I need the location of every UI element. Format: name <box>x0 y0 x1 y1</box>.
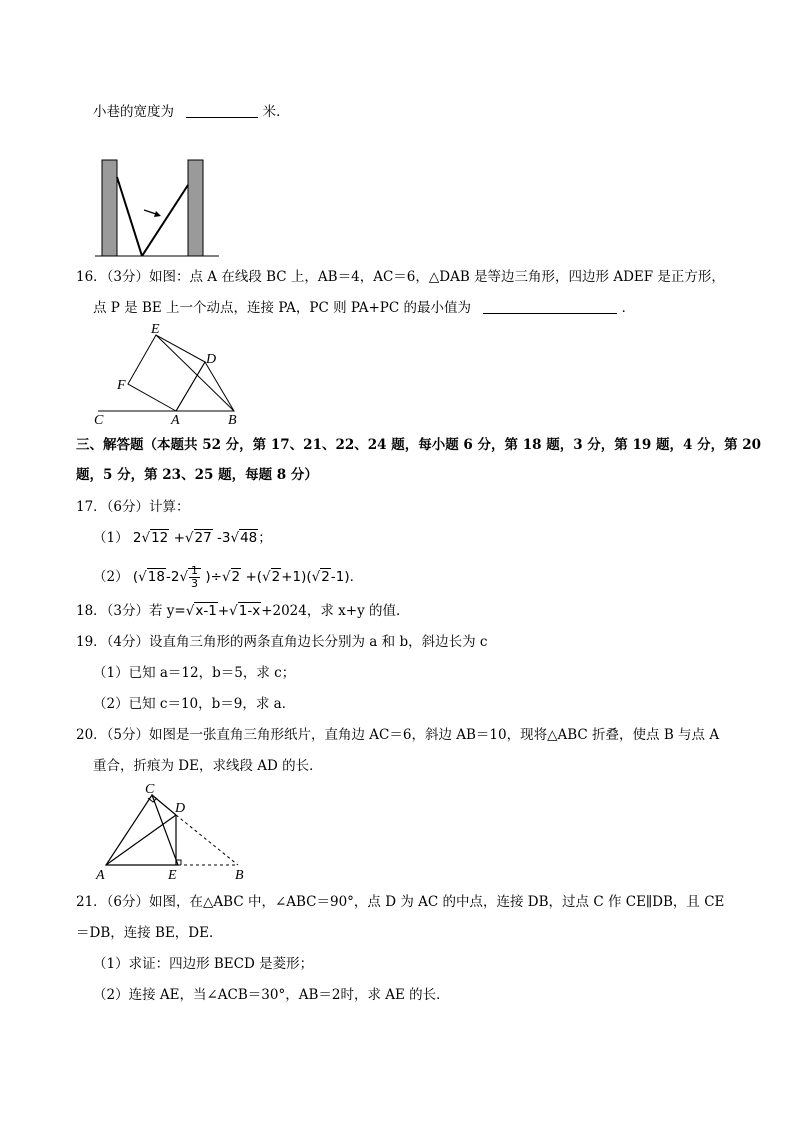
q17-p2-label: （2） <box>93 569 129 585</box>
triangle-dab <box>176 362 234 411</box>
q16-figure <box>88 322 248 428</box>
q16-line2 <box>93 299 635 317</box>
label-d: D <box>206 352 217 367</box>
q21-line2: ＝DB，连接 BE，DE． <box>76 925 223 941</box>
q18-text-a: 18．（3分）若 y= <box>76 603 186 619</box>
operator: -3 <box>216 530 231 546</box>
tail: -1)． <box>330 569 364 585</box>
q17-part2 <box>93 562 363 592</box>
operator: + <box>173 530 185 546</box>
q18-line <box>76 602 410 620</box>
label-a: A <box>96 868 105 882</box>
label-a: A <box>171 413 180 428</box>
operator: )÷ <box>205 569 222 585</box>
radicand: x-1 <box>195 603 217 619</box>
label-b: B <box>228 413 237 428</box>
q16-period: ． <box>621 300 636 316</box>
radicand: 2 <box>321 569 330 585</box>
label-e: E <box>151 322 160 337</box>
radicand: 2 <box>271 569 281 585</box>
q21-part1: （1）求证：四边形 BECD 是菱形； <box>93 956 314 972</box>
fraction <box>189 565 200 590</box>
section3-heading-line2: 题，5 分，第 23、25 题，每题 8 分） <box>76 467 318 483</box>
q15-answer-blank[interactable] <box>186 103 258 118</box>
q19-title: 19．（4分）设直角三角形的两条直角边长分别为 a 和 b，斜边长为 c <box>76 634 488 650</box>
label-d: D <box>175 801 186 816</box>
label-e: E <box>168 868 177 882</box>
segment-ad <box>106 815 176 865</box>
radicand: 12 <box>151 530 169 546</box>
operator: +1)( <box>281 569 312 585</box>
q17-title: 17．（6分）计算： <box>76 499 190 515</box>
q20-line1: 20．（5分）如图是一张直角三角形纸片，直角边 AC＝6，斜边 AB＝10，现将△ABC 折叠，使点 B 与点 A <box>76 727 720 743</box>
numerator: 1 <box>191 563 199 577</box>
coef: 2 <box>132 530 142 546</box>
q16-line1: 16．（3分）如图：点 A 在线段 BC 上，AB＝4，AC＝6，△DAB 是等边三角形，四边形 ADEF 是正方形， <box>76 269 725 285</box>
paren: ( <box>132 569 139 585</box>
segment-db-dashed <box>176 815 238 865</box>
q17-p2-expression: (√18-2√ $\frac{1}{3}$ )÷√2 +(√2+1)(√2-1)． <box>132 563 364 590</box>
q18-text-b: +2024，求 x+y 的值． <box>261 603 410 619</box>
ladder-right-position <box>142 185 188 256</box>
semicolon: ； <box>258 530 272 546</box>
q15-figure <box>93 158 223 260</box>
section3-heading-line1: 三、解答题（本题共 52 分，第 17、21、22、24 题，每小题 6 分，第 18 题，3 分，第 19 题，4 分，第 20 <box>76 437 762 453</box>
q17-p1-expression: 2√12 +√27 -3√48； <box>132 530 272 546</box>
label-c: C <box>94 413 104 428</box>
q15-unit: 米． <box>262 104 290 120</box>
operator: + <box>217 603 230 619</box>
label-b: B <box>235 868 244 882</box>
ladder-left-position <box>117 177 142 256</box>
q21-line1: 21．（6分）如图，在△ABC 中，∠ABC＝90°，点 D 为 AC 的中点，连接 DB，过点 C 作 CE∥DB，且 CE <box>76 894 725 910</box>
operator: -2 <box>165 569 180 585</box>
q21-part2: （2）连接 AE，当∠ACB＝30°，AB＝2时，求 AE 的长． <box>93 987 450 1003</box>
right-wall <box>188 160 203 256</box>
q19-part1: （1）已知 a＝12，b＝5，求 c； <box>93 665 296 681</box>
q16-answer-blank[interactable] <box>483 299 617 314</box>
radicand: 18 <box>147 569 165 585</box>
q17-part1 <box>93 529 272 547</box>
radicand: 1-x <box>238 603 261 619</box>
radicand: 27 <box>194 530 212 546</box>
q18-expression: √x-1+√1-x <box>185 603 261 619</box>
q17-p1-label: （1） <box>93 530 129 546</box>
fraction-radicand <box>188 563 201 590</box>
denominator: 3 <box>191 576 199 590</box>
folded-triangle-ace <box>106 795 178 865</box>
label-f: F <box>117 378 126 393</box>
radicand: 48 <box>240 530 258 546</box>
radicand: 2 <box>231 569 241 585</box>
q20-figure <box>88 778 258 882</box>
q20-line2: 重合，折痕为 DE，求线段 AD 的长． <box>93 758 323 774</box>
q19-part2: （2）已知 c＝10，b＝9，求 a． <box>93 696 296 712</box>
operator: +( <box>245 569 263 585</box>
left-wall <box>102 160 117 256</box>
label-c: C <box>145 782 155 797</box>
segment-be <box>156 335 234 411</box>
arrow-head-icon <box>154 211 161 217</box>
square-adef <box>128 335 205 411</box>
q15-answer-line <box>93 103 290 121</box>
q15-text: 小巷的宽度为 <box>93 104 174 120</box>
q16-question-text: 点 P 是 BE 上一个动点，连接 PA，PC 则 PA+PC 的最小值为 <box>93 300 472 316</box>
